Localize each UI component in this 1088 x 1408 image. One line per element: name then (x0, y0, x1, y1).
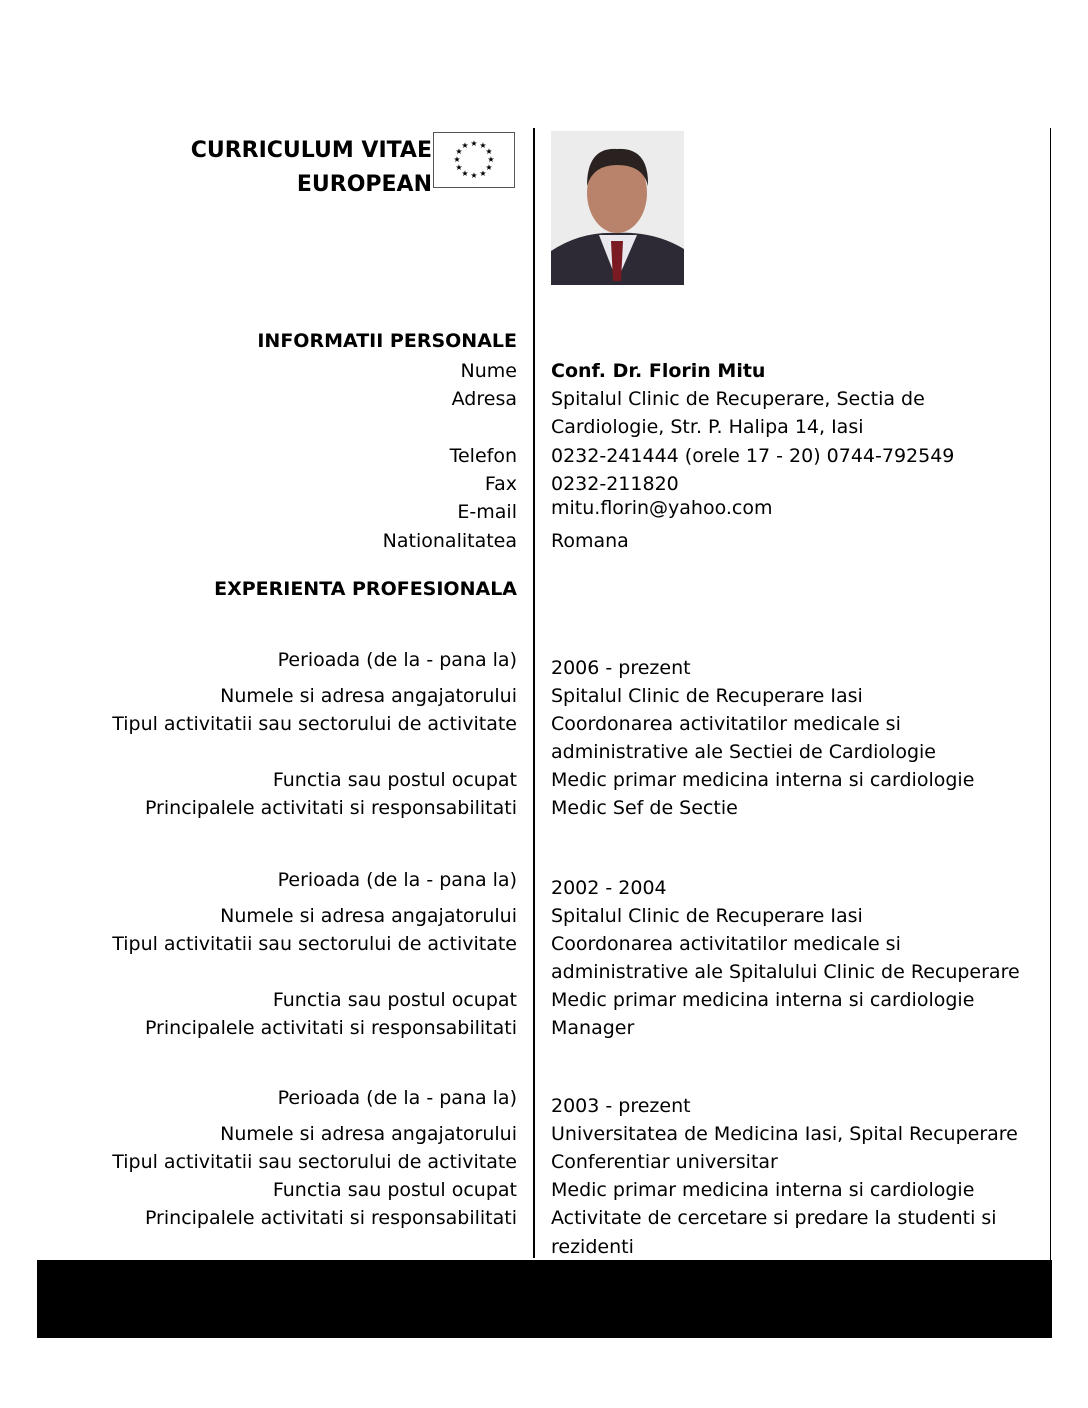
profile-photo (551, 131, 684, 285)
value-duties: Manager (551, 1017, 635, 1039)
label-nationality: Nationalitatea (382, 530, 517, 552)
svg-text:★: ★ (485, 163, 493, 172)
column-divider (533, 128, 535, 1258)
right-border (1050, 128, 1051, 1260)
value-period: 2002 - 2004 (551, 877, 667, 899)
value-position: Medic primar medicina interna si cardiologie (551, 989, 975, 1011)
value-nationality: Romana (551, 530, 629, 552)
svg-text:★: ★ (479, 141, 487, 150)
svg-text:★: ★ (461, 169, 469, 178)
label-employer: Numele si adresa angajatorului (220, 1123, 517, 1145)
label-sector: Tipul activitatii sau sectorului de activitate (112, 933, 517, 955)
svg-text:★: ★ (485, 147, 493, 156)
value-duties: Activitate de cercetare si predare la studenti si (551, 1207, 997, 1229)
value-position: Medic primar medicina interna si cardiologie (551, 1179, 975, 1201)
label-duties: Principalele activitati si responsabilitati (144, 1207, 517, 1229)
eu-stars-icon (434, 133, 514, 187)
svg-text:★: ★ (479, 169, 487, 178)
eu-flag-logo (433, 132, 515, 188)
value-name: Conf. Dr. Florin Mitu (551, 360, 766, 382)
value-duties: Medic Sef de Sectie (551, 797, 738, 819)
value-employer: Spitalul Clinic de Recuperare Iasi (551, 685, 863, 707)
value-sector-line2: administrative ale Sectiei de Cardiologie (551, 741, 936, 763)
footer-bar (37, 1260, 1052, 1338)
label-duties: Principalele activitati si responsabilitati (144, 797, 517, 819)
value-email[interactable]: mitu.florin@yahoo.com (551, 497, 773, 519)
value-employer: Spitalul Clinic de Recuperare Iasi (551, 905, 863, 927)
section-heading-personal: INFORMATII PERSONALE (257, 330, 517, 352)
label-period: Perioada (de la - pana la) (277, 649, 517, 671)
value-employer: Universitatea de Medicina Iasi, Spital Recuperare (551, 1123, 1018, 1145)
cv-title-line1: CURRICULUM VITAE (190, 138, 432, 163)
svg-text:★: ★ (470, 171, 478, 180)
svg-text:★: ★ (455, 147, 463, 156)
label-period: Perioada (de la - pana la) (277, 1087, 517, 1109)
value-position: Medic primar medicina interna si cardiologie (551, 769, 975, 791)
label-sector: Tipul activitatii sau sectorului de activitate (112, 1151, 517, 1173)
label-sector: Tipul activitatii sau sectorului de activitate (112, 713, 517, 735)
cv-title-line2: EUROPEAN (296, 172, 432, 197)
label-period: Perioada (de la - pana la) (277, 869, 517, 891)
label-duties: Principalele activitati si responsabilitati (144, 1017, 517, 1039)
value-sector: Conferentiar universitar (551, 1151, 778, 1173)
svg-text:★: ★ (470, 139, 478, 148)
section-heading-experience: EXPERIENTA PROFESIONALA (214, 578, 517, 600)
label-employer: Numele si adresa angajatorului (220, 905, 517, 927)
label-address: Adresa (451, 388, 517, 410)
value-period: 2006 - prezent (551, 657, 691, 679)
svg-text:★: ★ (453, 155, 461, 164)
value-phone: 0232-241444 (orele 17 - 20) 0744-792549 (551, 445, 955, 467)
value-sector-line2: administrative ale Spitalului Clinic de Recuperare (551, 961, 1020, 983)
label-position: Functia sau postul ocupat (272, 989, 517, 1011)
svg-text:★: ★ (455, 163, 463, 172)
label-position: Functia sau postul ocupat (272, 1179, 517, 1201)
value-fax: 0232-211820 (551, 473, 679, 495)
svg-text:★: ★ (461, 141, 469, 150)
value-address-line2: Cardiologie, Str. P. Halipa 14, Iasi (551, 416, 864, 438)
label-employer: Numele si adresa angajatorului (220, 685, 517, 707)
label-name: Nume (460, 360, 517, 382)
label-position: Functia sau postul ocupat (272, 769, 517, 791)
label-fax: Fax (484, 473, 517, 495)
value-sector: Coordonarea activitatilor medicale si (551, 713, 901, 735)
label-phone: Telefon (449, 445, 517, 467)
value-address: Spitalul Clinic de Recuperare, Sectia de (551, 388, 925, 410)
svg-text:★: ★ (487, 155, 495, 164)
value-duties-line2: rezidenti (551, 1236, 634, 1258)
label-email: E-mail (457, 501, 517, 523)
value-sector: Coordonarea activitatilor medicale si (551, 933, 901, 955)
value-period: 2003 - prezent (551, 1095, 691, 1117)
